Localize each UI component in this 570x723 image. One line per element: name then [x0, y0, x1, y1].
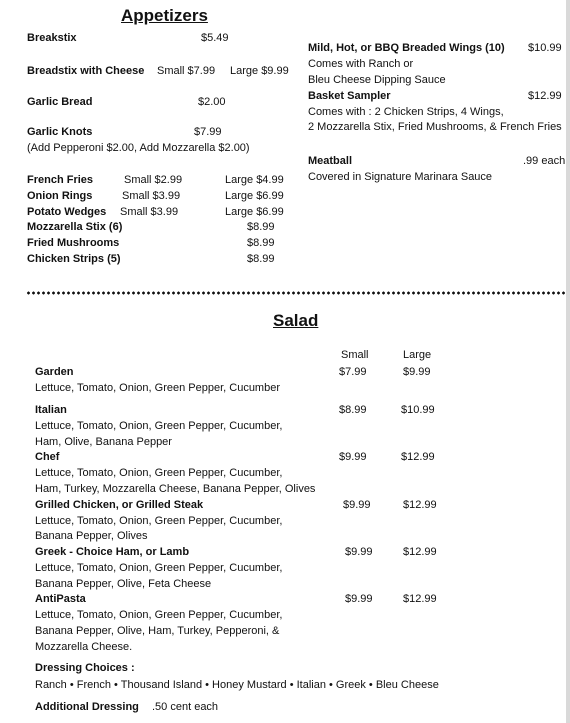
salad-chef-small: $9.99: [339, 451, 367, 463]
salad-antipasta-desc-1: Lettuce, Tomato, Onion, Green Pepper, Cucumber,: [35, 609, 283, 621]
salad-italian-large: $10.99: [401, 404, 435, 416]
item-meatball: Meatball: [308, 155, 353, 167]
item-fried-mushrooms: Fried Mushrooms: [27, 237, 120, 249]
salad-antipasta-large: $12.99: [403, 593, 437, 605]
salad-italian: Italian: [35, 404, 67, 416]
salad-italian-desc-2: Ham, Olive, Banana Pepper: [35, 436, 172, 448]
salad-antipasta-desc-3: Mozzarella Cheese.: [35, 641, 133, 653]
price-breadstix-cheese-large: Large $9.99: [230, 65, 289, 77]
salad-heading: Salad: [273, 311, 319, 330]
salad-grilled: Grilled Chicken, or Grilled Steak: [35, 499, 204, 511]
item-basket-sampler: Basket Sampler: [308, 90, 391, 102]
price-wings: $10.99: [528, 42, 562, 54]
salad-greek-desc-2: Banana Pepper, Olive, Feta Cheese: [35, 578, 212, 590]
item-wings: Mild, Hot, or BBQ Breaded Wings (10): [308, 42, 505, 54]
price-garlic-knots: $7.99: [194, 126, 222, 138]
salad-garden-large: $9.99: [403, 366, 431, 378]
salad-antipasta-small: $9.99: [345, 593, 373, 605]
salad-chef: Chef: [35, 451, 60, 463]
price-potato-wedges-large: Large $6.99: [225, 206, 284, 218]
salad-antipasta: AntiPasta: [35, 593, 86, 605]
salad-small-header: Small: [341, 349, 369, 361]
item-chicken-strips: Chicken Strips (5): [27, 253, 121, 265]
item-potato-wedges: Potato Wedges: [27, 206, 107, 218]
salad-chef-desc-2: Ham, Turkey, Mozzarella Cheese, Banana Pepper, Olives: [35, 483, 316, 495]
item-onion-rings: Onion Rings: [27, 190, 93, 202]
wings-desc-1: Comes with Ranch or: [308, 58, 414, 70]
appetizers-heading: Appetizers: [121, 6, 208, 25]
basket-desc-2: 2 Mozzarella Stix, Fried Mushrooms, & French Fries: [308, 121, 562, 133]
dotted-divider: [26, 291, 566, 295]
salad-italian-small: $8.99: [339, 404, 367, 416]
price-breadstix-cheese-small: Small $7.99: [157, 65, 216, 77]
basket-desc-1: Comes with : 2 Chicken Strips, 4 Wings,: [308, 106, 504, 118]
salad-greek-small: $9.99: [345, 546, 373, 558]
price-onion-rings-small: Small $3.99: [122, 190, 181, 202]
salad-garden: Garden: [35, 366, 74, 378]
salad-grilled-large: $12.99: [403, 499, 437, 511]
salad-italian-desc-1: Lettuce, Tomato, Onion, Green Pepper, Cucumber,: [35, 420, 283, 432]
salad-garden-desc-1: Lettuce, Tomato, Onion, Green Pepper, Cucumber: [35, 382, 280, 394]
price-onion-rings-large: Large $6.99: [225, 190, 284, 202]
salad-greek-large: $12.99: [403, 546, 437, 558]
price-basket-sampler: $12.99: [528, 90, 562, 102]
price-mozzarella-stix: $8.99: [247, 221, 275, 233]
garlic-knots-note: (Add Pepperoni $2.00, Add Mozzarella $2.00): [27, 142, 250, 154]
wings-desc-2: Bleu Cheese Dipping Sauce: [308, 74, 446, 86]
item-breadstix-cheese: Breadstix with Cheese: [27, 65, 145, 77]
salad-antipasta-desc-2: Banana Pepper, Olive, Ham, Turkey, Pepperoni, &: [35, 625, 280, 637]
price-chicken-strips: $8.99: [247, 253, 275, 265]
item-french-fries: French Fries: [27, 174, 94, 186]
additional-dressing-label: Additional Dressing: [35, 701, 139, 713]
salad-chef-large: $12.99: [401, 451, 435, 463]
salad-grilled-desc-2: Banana Pepper, Olives: [35, 530, 148, 542]
salad-greek-desc-1: Lettuce, Tomato, Onion, Green Pepper, Cucumber,: [35, 562, 283, 574]
salad-greek: Greek - Choice Ham, or Lamb: [35, 546, 190, 558]
additional-dressing-price: .50 cent each: [152, 701, 219, 713]
price-potato-wedges-small: Small $3.99: [120, 206, 179, 218]
page-edge: [566, 0, 570, 723]
salad-grilled-small: $9.99: [343, 499, 371, 511]
price-garlic-bread: $2.00: [198, 96, 226, 108]
salad-large-header: Large: [403, 349, 432, 361]
dressing-list: Ranch • French • Thousand Island • Honey Mustard • Italian • Greek • Bleu Cheese: [35, 679, 439, 691]
price-french-fries-small: Small $2.99: [124, 174, 183, 186]
item-garlic-bread: Garlic Bread: [27, 96, 93, 108]
dressing-label: Dressing Choices :: [35, 662, 135, 674]
salad-grilled-desc-1: Lettuce, Tomato, Onion, Green Pepper, Cucumber,: [35, 515, 283, 527]
price-meatball: .99 each: [523, 155, 566, 167]
meatball-desc: Covered in Signature Marinara Sauce: [308, 171, 493, 183]
price-fried-mushrooms: $8.99: [247, 237, 275, 249]
price-french-fries-large: Large $4.99: [225, 174, 284, 186]
item-garlic-knots: Garlic Knots: [27, 126, 93, 138]
item-breakstix: Breakstix: [27, 32, 77, 44]
price-breakstix: $5.49: [201, 32, 229, 44]
salad-chef-desc-1: Lettuce, Tomato, Onion, Green Pepper, Cucumber,: [35, 467, 283, 479]
item-mozzarella-stix: Mozzarella Stix (6): [27, 221, 123, 233]
salad-garden-small: $7.99: [339, 366, 367, 378]
